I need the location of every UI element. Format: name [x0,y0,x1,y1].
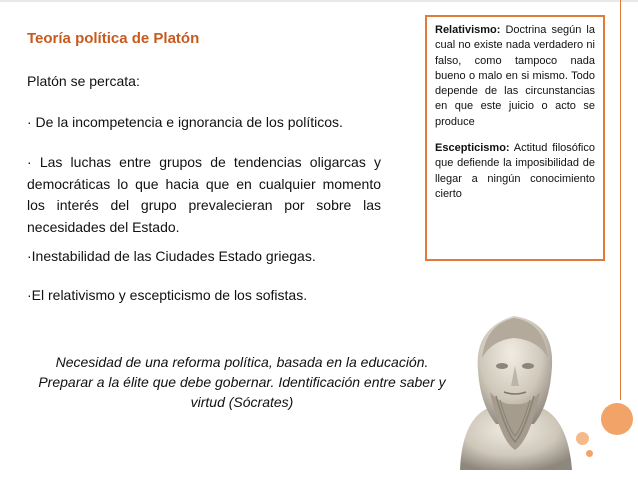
top-border [0,0,638,2]
term-relativism: Relativismo: [435,24,501,36]
definition-skepticism [435,141,595,202]
conclusion-text: Necesidad de una reforma política, basada en la educación. Preparar a la élite que debe gobernar. Identificación entre saber y virtud (Sócrates) [38,354,446,410]
bullet-struggles: · Las luchas entre grupos de tendencias oligarcas y democráticas lo que hacia que en cualquier momento los interés del grupo prevalecieran por sobre las necesidades del Estado. [27,154,381,235]
definitions-box [425,15,605,261]
intro-text: Platón se percata: [27,73,140,89]
decorative-dot-small [576,432,589,445]
plato-bust-image [440,300,590,470]
slide-title: Teoría política de Platón [27,30,200,47]
term-skepticism: Escepticismo: [435,142,510,155]
bullet-instability: ·Inestabilidad de las Ciudades Estado griegas. [27,248,316,264]
decorative-dot-large [601,403,633,435]
definition-relativism [435,23,595,130]
decorative-rule [620,0,621,400]
definition-skepticism-text: Actitud filosófico que defiende la imposibilidad de llegar a ningún conocimiento cierto [435,142,595,200]
bullet-relativism: ·El relativismo y escepticismo de los sofistas. [27,287,308,303]
bullet-incompetence: · De la incompetencia e ignorancia de los políticos. [27,114,343,130]
definition-relativism-text: Doctrina según la cual no existe nada verdadero ni falso, como tampoco nada bueno o malo en si mismo. Todo depende de las circunstancias en que este juicio o acto se produce [435,24,595,128]
decorative-dot-tiny [586,450,593,457]
